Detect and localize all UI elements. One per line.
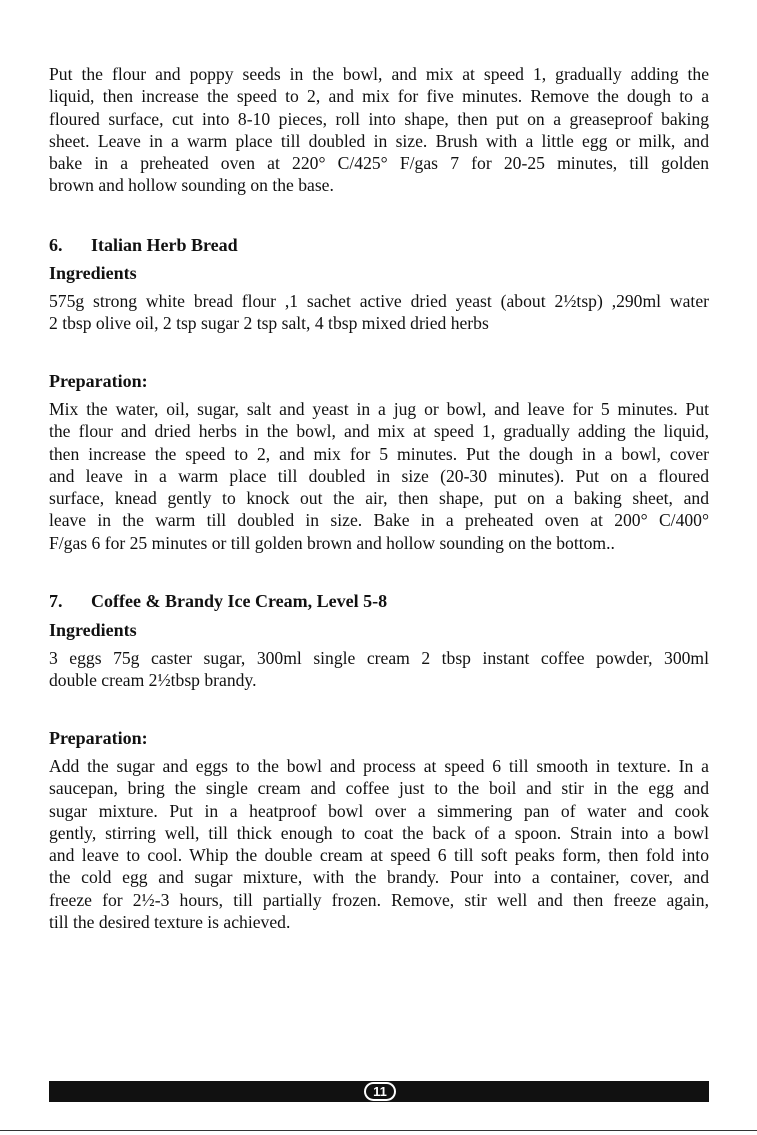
preparation-line: sugar mixture. Put in a heatproof bowl over a simmering pan of water and cook — [49, 800, 709, 821]
preparation-line: Mix the water, oil, sugar, salt and yeast in a jug or bowl, and leave for 5 minutes. Put — [49, 399, 709, 419]
ingredients-line: 3 eggs 75g caster sugar, 300ml single cream 2 tbsp instant coffee powder, 300ml — [49, 648, 709, 668]
intro-line: liquid, then increase the speed to 2, and mix for five minutes. Remove the dough to a — [49, 86, 709, 107]
ingredients-line: double cream 2½tbsp brandy. — [49, 670, 257, 691]
ingredients-line: 2 tbsp olive oil, 2 tsp sugar 2 tsp salt, 4 tbsp mixed dried herbs — [49, 313, 489, 334]
recipe-6-number: 6. — [49, 235, 63, 255]
bottom-divider — [0, 1130, 757, 1131]
ingredients-line: 575g strong white bread flour ,1 sachet active dried yeast (about 2½tsp) ,290ml water — [49, 291, 709, 311]
recipe-6-heading — [49, 234, 238, 256]
recipe-7-title: Coffee & Brandy Ice Cream, Level 5-8 — [91, 591, 388, 611]
preparation-line: and leave to cool. Whip the double cream at speed 6 till soft peaks form, then fold into — [49, 845, 709, 866]
preparation-line: saucepan, bring the single cream and coffee just to the boil and stir in the egg and — [49, 778, 709, 799]
preparation-line: the flour and dried herbs in the bowl, and mix at speed 1, gradually adding the liquid, — [49, 421, 709, 442]
recipe-7-number: 7. — [49, 591, 63, 611]
preparation-line: then increase the speed to 2, and mix for 5 minutes. Put the dough in a bowl, cover — [49, 443, 709, 464]
recipe-6-title: Italian Herb Bread — [91, 235, 238, 255]
preparation-line: till the desired texture is achieved. — [49, 912, 291, 933]
preparation-line: F/gas 6 for 25 minutes or till golden brown and hollow sounding on the bottom.. — [49, 532, 615, 553]
intro-paragraph — [49, 63, 709, 197]
recipe-6-ingredients-heading: Ingredients — [49, 263, 137, 283]
recipe-7-heading — [49, 590, 387, 612]
preparation-line: gently, stirring well, till thick enough to coat the back of a spoon. Strain into a bowl — [49, 822, 709, 843]
recipe-6-ingredients — [49, 290, 709, 335]
intro-line: brown and hollow sounding on the base. — [49, 175, 334, 196]
recipe-7-preparation — [49, 755, 709, 933]
intro-line: floured surface, cut into 8-10 pieces, roll into shape, then put on a greaseproof baking — [49, 108, 709, 129]
preparation-line: the cold egg and sugar mixture, with the brandy. Pour into a container, cover, and — [49, 867, 709, 888]
recipe-6-preparation-heading: Preparation: — [49, 371, 148, 391]
intro-line: sheet. Leave in a warm place till doubled in size. Brush with a little egg or milk, and — [49, 130, 709, 151]
intro-line: Put the flour and poppy seeds in the bowl, and mix at speed 1, gradually adding the — [49, 64, 709, 84]
preparation-line: Add the sugar and eggs to the bowl and process at speed 6 till smooth in texture. In a — [49, 756, 709, 776]
preparation-line: leave in the warm till doubled in size. Bake in a preheated oven at 200° C/400° — [49, 510, 709, 531]
recipe-7-ingredients — [49, 647, 709, 692]
preparation-line: freeze for 2½-3 hours, till partially frozen. Remove, stir well and then freeze again, — [49, 889, 709, 910]
recipe-7-ingredients-heading: Ingredients — [49, 620, 137, 640]
preparation-line: surface, knead gently to knock out the air, then shape, put on a baking sheet, and — [49, 488, 709, 509]
intro-line: bake in a preheated oven at 220° C/425° F/gas 7 for 20-25 minutes, till golden — [49, 153, 709, 174]
recipe-7-preparation-heading: Preparation: — [49, 728, 148, 748]
page-number: 11 — [366, 1084, 394, 1099]
recipe-6-preparation — [49, 398, 709, 554]
page-number-badge — [364, 1082, 396, 1101]
preparation-line: and leave in a warm place till doubled in size (20-30 minutes). Put on a floured — [49, 465, 709, 486]
